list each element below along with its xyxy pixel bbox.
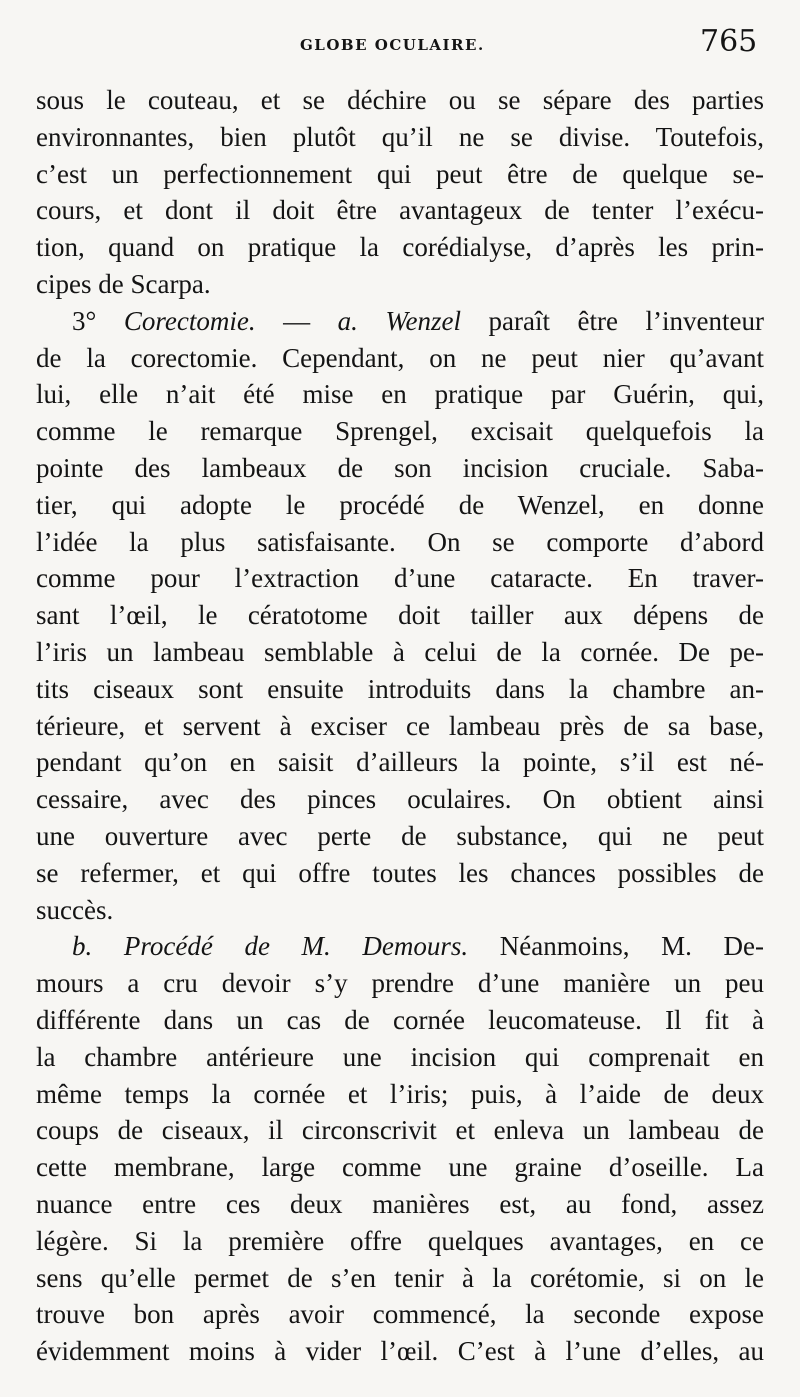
subsection-label: b. Procédé de M. Demours. bbox=[72, 931, 469, 962]
text-line: succès. bbox=[36, 894, 114, 925]
text-line: tion, quand on pratique la corédialyse, d’après les prin- bbox=[36, 232, 764, 263]
text-line: différente dans un cas de cornée leucomateuse. Il fit à bbox=[36, 1004, 764, 1035]
running-title: GLOBE OCULAIRE. bbox=[300, 36, 485, 54]
text-line: une ouverture avec perte de substance, qui ne peut bbox=[36, 820, 764, 851]
text-line: se refermer, et qui offre toutes les chances possibles de bbox=[36, 857, 764, 888]
text-line: de la corectomie. Cependant, on ne peut nier qu’avant bbox=[36, 342, 764, 373]
text-line: cipes de Scarpa. bbox=[36, 268, 211, 299]
em-dash: — bbox=[283, 305, 311, 336]
page-number: 765 bbox=[700, 24, 758, 59]
text-line: comme le remarque Sprengel, excisait quelquefois la bbox=[36, 416, 764, 447]
text-line: mours a cru devoir s’y prendre d’une manière un peu bbox=[36, 968, 764, 999]
text-line: lui, elle n’ait été mise en pratique par Guérin, qui, bbox=[36, 379, 764, 410]
text-line: l’iris un lambeau semblable à celui de la cornée. De pe- bbox=[36, 636, 764, 667]
text-line: environnantes, bien plutôt qu’il ne se divise. Toutefois, bbox=[36, 121, 764, 152]
text-line: trouve bon après avoir commencé, la seconde expose bbox=[36, 1299, 764, 1330]
text-line: sant l’œil, le cératotome doit tailler aux dépens de bbox=[36, 600, 764, 631]
text-line: tier, qui adopte le procédé de Wenzel, en donne bbox=[36, 489, 764, 520]
section-title: Corectomie. bbox=[123, 305, 256, 336]
text-line: cessaire, avec des pinces oculaires. On obtient ainsi bbox=[36, 784, 764, 815]
subsection-label: a. Wenzel bbox=[337, 305, 461, 336]
text-line: comme pour l’extraction d’une cataracte. En traver- bbox=[36, 563, 764, 594]
text-line: coups de ciseaux, il circonscrivit et enleva un lambeau de bbox=[36, 1115, 764, 1146]
body-text bbox=[36, 82, 764, 1370]
section-a-heading-line bbox=[36, 303, 764, 340]
text-line: cours, et dont il doit être avantageux de tenter l’exécu- bbox=[36, 195, 764, 226]
section-a-text: paraît être l’inventeur bbox=[488, 305, 764, 336]
text-line: la chambre antérieure une incision qui comprenait en bbox=[36, 1041, 764, 1072]
text-line: sens qu’elle permet de s’en tenir à la corétomie, si on le bbox=[36, 1262, 764, 1293]
page-header bbox=[0, 22, 800, 72]
text-line: pendant qu’on en saisit d’ailleurs la pointe, s’il est né- bbox=[36, 747, 764, 778]
text-line: évidemment moins à vider l’œil. C’est à l’une d’elles, au bbox=[36, 1336, 764, 1367]
text-line: nuance entre ces deux manières est, au fond, assez bbox=[36, 1188, 764, 1219]
text-line: térieure, et servent à exciser ce lambeau près de sa base, bbox=[36, 710, 764, 741]
section-b-text: Néanmoins, M. De- bbox=[499, 931, 764, 962]
text-line: même temps la cornée et l’iris; puis, à l’aide de deux bbox=[36, 1078, 764, 1109]
text-line: c’est un perfectionnement qui peut être de quelque se- bbox=[36, 158, 764, 189]
text-line: l’idée la plus satisfaisante. On se comporte d’abord bbox=[36, 526, 764, 557]
text-line: pointe des lambeaux de son incision cruciale. Saba- bbox=[36, 452, 764, 483]
text-line: légère. Si la première offre quelques avantages, en ce bbox=[36, 1225, 764, 1256]
section-b-heading-line bbox=[36, 928, 764, 965]
text-line: cette membrane, large comme une graine d’oseille. La bbox=[36, 1152, 764, 1183]
text-line: sous le couteau, et se déchire ou se sépare des parties bbox=[36, 85, 764, 115]
text-line: tits ciseaux sont ensuite introduits dans la chambre an- bbox=[36, 673, 764, 704]
section-number: 3° bbox=[72, 305, 97, 336]
